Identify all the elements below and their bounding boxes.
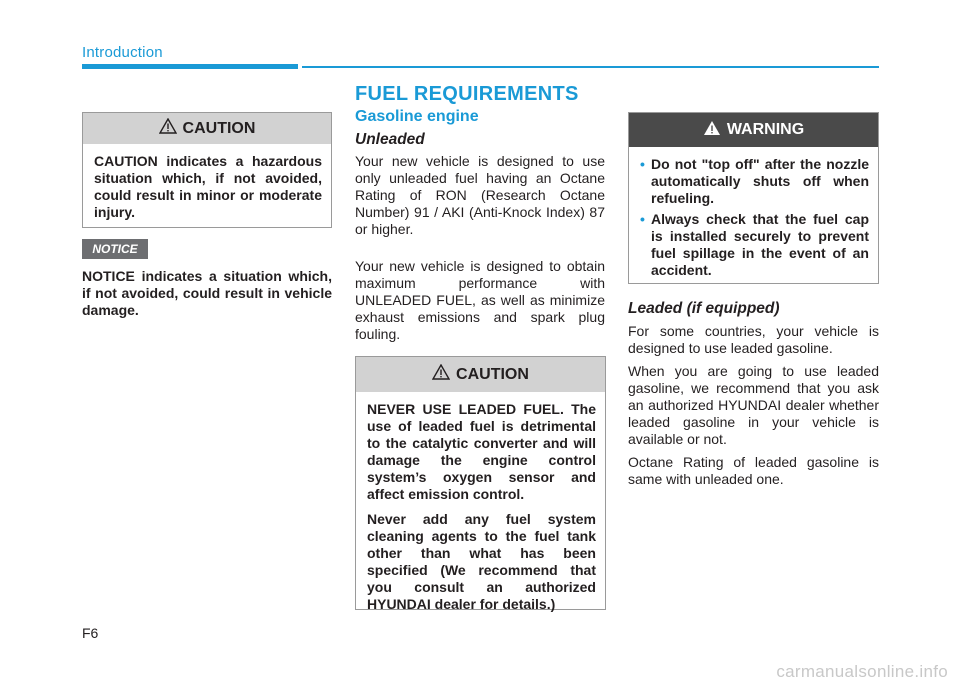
bullet-icon: • (640, 156, 645, 172)
caution-box-title: CAUTION (182, 119, 256, 137)
page-title: FUEL REQUIREMENTS (355, 83, 579, 105)
gasoline-engine-heading: Gasoline engine (355, 108, 479, 125)
warning-box-header (629, 113, 878, 147)
unleaded-text-1: Your new vehicle is designed to use only unleaded fuel having an Octane Rating of RON (Research Octane Number) 91 / AKI (Anti-Knock Index) 87 or higher. (355, 153, 605, 237)
bullet-icon: • (640, 211, 645, 227)
leaded-heading: Leaded (if equipped) (628, 300, 780, 317)
caution-definition-text: CAUTION indicates a hazardous situation which, if not avoided, could result in minor or moderate injury. (94, 153, 322, 220)
notice-definition-text: NOTICE indicates a situation which, if not avoided, could result in vehicle damage. (82, 268, 332, 318)
warning-box (628, 112, 879, 284)
caution-text-1: NEVER USE LEADED FUEL. The use of leaded fuel is detrimental to the catalytic converter and will damage the engine control system’s oxygen sensor and affect emission control. (367, 401, 596, 502)
page-number: F6 (82, 625, 99, 641)
caution-definition-box (82, 112, 332, 228)
warning-item (640, 156, 869, 207)
watermark: carmanualsonline.info (776, 662, 948, 681)
caution-box-body (83, 144, 331, 229)
warning-list (640, 156, 869, 279)
warning-box-title: WARNING (726, 121, 805, 138)
caution-triangle-icon (432, 364, 450, 385)
notice-badge: NOTICE (82, 239, 148, 259)
header-rule-thin (302, 66, 879, 68)
caution-box-header (83, 113, 331, 144)
unleaded-text-2: Your new vehicle is designed to obtain maximum performance with UNLEADED FUEL, as well as minimize exhaust emissions and spark plug fouling. (355, 258, 605, 342)
leaded-text-3: Octane Rating of leaded gasoline is same with unleaded one. (628, 454, 879, 487)
caution-box-title: CAUTION (456, 365, 529, 383)
caution-triangle-icon (159, 118, 177, 139)
unleaded-paragraph-2 (355, 258, 605, 349)
unleaded-heading: Unleaded (355, 131, 425, 148)
leaded-text-2: When you are going to use leaded gasoline, we recommend that you ask an authorized HYUNDAI dealer whether leaded gasoline in your vehicle is available or not. (628, 363, 879, 447)
caution-box-body (356, 392, 605, 621)
warning-box-body (629, 147, 878, 291)
warning-item-text: Always check that the fuel cap is installed securely to prevent fuel spillage in the event of an accident. (651, 211, 869, 278)
caution-text-2: Never add any fuel system cleaning agents to the fuel tank other than what has been specified (We recommend that you consult an authorized HYUNDAI dealer for details.) (367, 511, 596, 612)
leaded-text-1: For some countries, your vehicle is designed to use leaded gasoline. (628, 323, 879, 356)
warning-item-text: Do not "top off" after the nozzle automatically shuts off when refueling. (651, 156, 869, 206)
unleaded-paragraph-1 (355, 153, 605, 244)
leaded-fuel-caution-box (355, 356, 606, 610)
leaded-paragraphs (628, 323, 879, 494)
warning-item (640, 211, 869, 279)
section-label: Introduction (82, 44, 163, 61)
header-rule-thick (82, 64, 298, 69)
caution-box-header (356, 357, 605, 392)
warning-triangle-icon (703, 120, 721, 141)
